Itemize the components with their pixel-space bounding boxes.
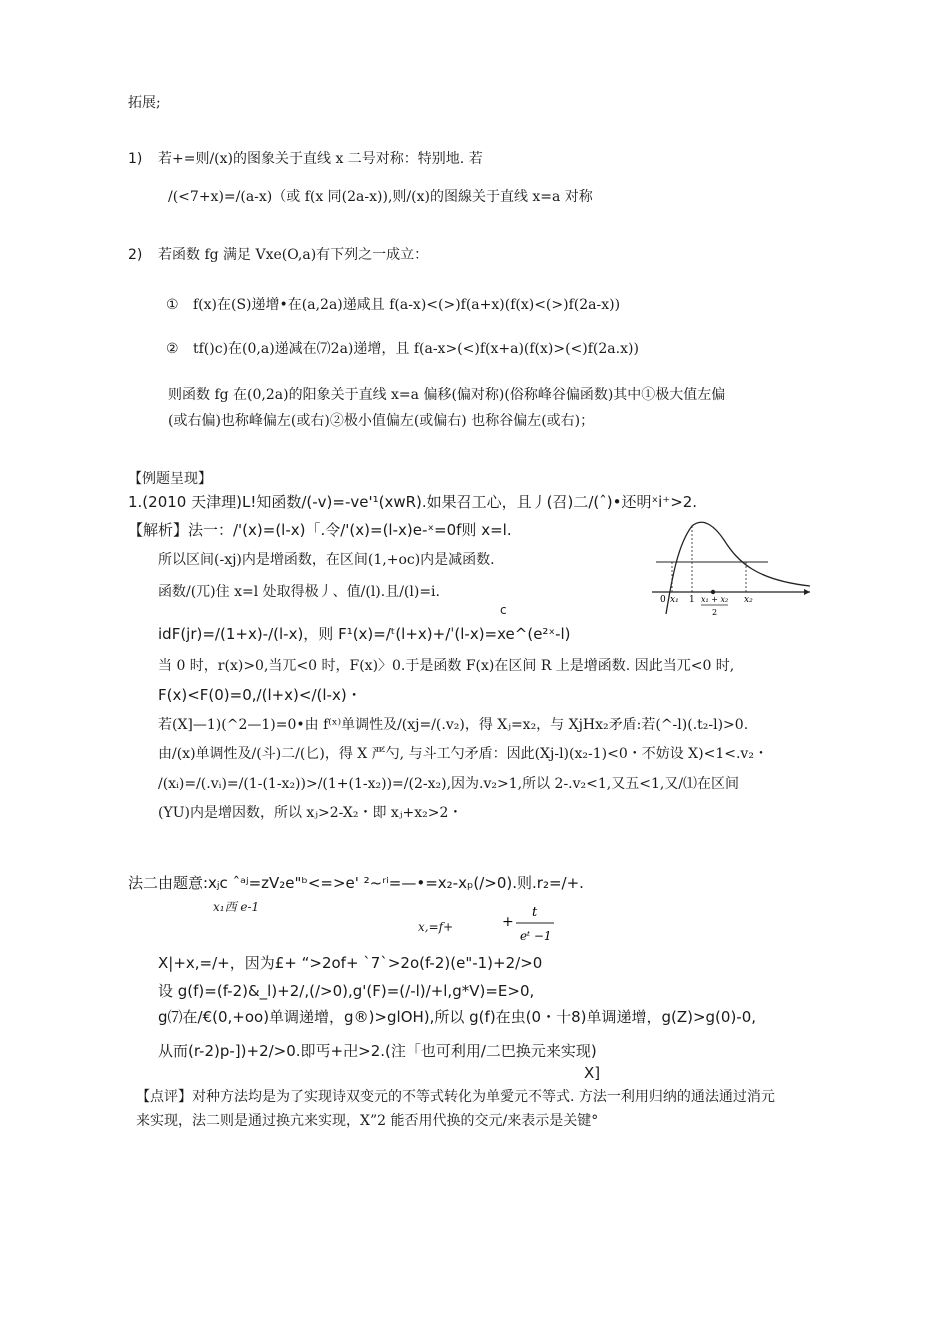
solution-line-4: idF(jr)=/(1+x)-/(l-x)，则 F¹(x)=/ᵗ(l+x)+/ˈ(l-x)=xe^(e²ˣ-l) [158, 625, 571, 643]
solution-line-5: 当 0 时，r(x)>0,当兀<0 时，F(x)〉0.于是函数 F(x)在区间 R 上是增函数. 因此当兀<0 时, [158, 658, 735, 674]
solution-line-10: (YU)内是增因数，所以 xⱼ>2-X₂・即 xⱼ+x₂>2・ [158, 805, 463, 821]
solution-line-6: F(x)<F(0)=0,/(l+x)</(l-x)・ [158, 686, 362, 704]
item1-number: 1) [128, 151, 143, 167]
item2-cond2-mark: ② [166, 341, 179, 357]
label-one: 1 [689, 595, 695, 605]
fraction-denominator: eᵗ −1 [520, 929, 552, 943]
method2-sub-1: x₁西 e-1 [213, 900, 260, 914]
item1-line1: 若+=则/(x)的图象关于直线 x 二号对称：特别地. 若 [158, 151, 483, 167]
method2-line-6: X] [584, 1064, 601, 1082]
method2-line-3: 设 g(f)=(f-2)&_l)+2/,(/>0),g'(F)=(/-l)/+l,g*V)=E>0, [158, 982, 535, 1000]
fraction-t-over-e-t-minus-1 [500, 902, 560, 948]
function-curve [666, 522, 810, 614]
method2-sub-2: x,=f+ [418, 920, 454, 934]
item1-line2: /(<7+x)=/(a-x)（或 f(x 同(2a-x)),则/(x)的图線关于直线 x=a 对称 [168, 189, 593, 205]
section-heading-extension: 拓展; [128, 95, 161, 111]
example-problem: 1.(2010 天津理)L!知函数/(-v)=-ve'¹(xwR).如果召工心，且丿(召)二/(ˆ)•还明ˣi⁺>2. [128, 493, 698, 511]
solution-line-3: 函数/(兀)住 x=l 处取得极丿、值/(l).且/(l)=i. [158, 584, 440, 600]
x-axis-arrow [804, 589, 810, 595]
item2-cond1: f(x)在(S)递增•在(a,2a)递咸且 f(a-x)<(>)f(a+x)(f(x)<(>)f(2a-x)) [193, 297, 621, 313]
item2-para1: 则函数 fg 在(0,2a)的阳象关于直线 x=a 偏移(偏对称)(俗称峰谷偏函数)其中①极大值左偏 [168, 387, 726, 403]
fraction-numerator: t [532, 905, 538, 920]
solution-line-1: 【解析】法一：/'(x)=(l-x)「.令/'(x)=(l-x)e-ˣ=0f则 x=l. [128, 521, 512, 539]
example-heading: 【例题呈现】 [128, 471, 212, 487]
label-midpoint: x₁ + x₂ [701, 595, 729, 604]
label-two: 2 [712, 608, 718, 617]
midpoint-dot [711, 590, 715, 594]
label-x2: x₂ [744, 595, 753, 605]
comment-line-1: 【点评】对种方法均是为了实现诗双变元的不等式转化为单愛元不等式. 方法一利用归纳的通法通过消元 [136, 1089, 775, 1105]
solution-line-8: 由/(x)单调性及/(斗)二/(匕)，得 X 严勺, 与斗工勺矛盾：因此(Xj-l)(x₂-1)<0・不妨设 X)<1<.v₂・ [158, 746, 768, 762]
solution-line-2: 所以区间(-xj)内是增函数，在区间(1,+oc)内是减函数. [158, 552, 495, 568]
method2-line-2: X|+x,=/+，因为£+ “>2of+ ˋ7ˋ>2o(f-2)(e"-1)+2/>0 [158, 954, 543, 972]
label-x1: x₁ [670, 595, 679, 605]
solution-line-9: /(xᵢ)=/(.vᵢ)=/(1-(1-x₂))>/(1+(1-x₂))=/(2-x₂),因为.v₂>1,所以 2-.v₂<1,又五<1,又/⑴在区间 [158, 776, 740, 792]
label-origin: 0 [660, 595, 666, 605]
item2-cond2: tf()c)在(0,a)递减在⑺2a)递增，且 f(a-x>(<)f(x+a)(f(x)>(<)f(2a.x)) [193, 341, 639, 357]
function-graph [652, 518, 812, 624]
item2-para2: (或右偏)也称峰偏左(或右)②极小值偏左(或偏右) 也称谷偏左(或右)； [168, 413, 595, 429]
c-mark: c [500, 603, 507, 617]
method2-line-1: 法二由题意:xⱼc ˆᵃʲ=zV₂e"ᵇ<=>e' ²~ʳⁱ=—•=x₂-xₚ(/>0).则.r₂=/+. [128, 874, 584, 892]
comment-line-2: 来实现，法二则是通过换亢来实现，X”2 能否用代换的交元/来表示是关键° [136, 1113, 599, 1129]
solution-line-7: 若(X]—1)(^2—1)=0•由 f⁽ˣ⁾单调性及/(xj=/(.v₂)，得 Xⱼ=x₂，与 XjHx₂矛盾:若(^-l)(.t₂-l)>0. [158, 717, 749, 733]
method2-line-4: g⑺在/€(0,+oo)单调递增，g®)>glOH),所以 g(f)在虫(0・十8)单调递增，g(Z)>g(0)-0, [158, 1008, 757, 1026]
fraction-plus: + [502, 914, 514, 930]
item2-cond1-mark: ① [166, 297, 179, 313]
item2-number: 2) [128, 247, 143, 263]
item2-line1: 若函数 fg 满足 Vxe(O,a)有下列之一成立： [158, 247, 429, 263]
method2-line-5: 从而(r-2)p-])+2/>0.即丐+卍>2.(注「也可利用/二巴换元来实现) [158, 1042, 597, 1060]
